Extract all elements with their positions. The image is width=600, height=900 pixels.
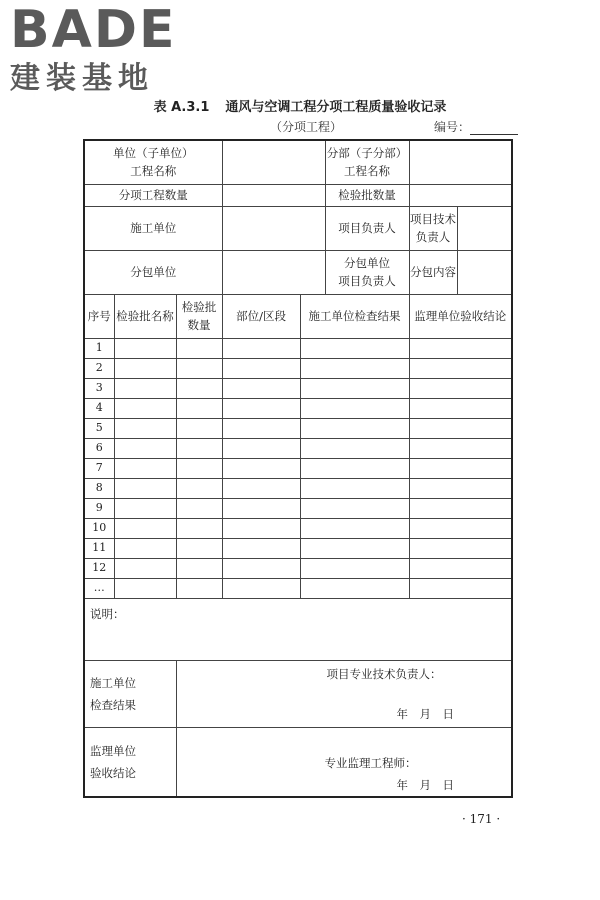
location-cell[interactable] <box>222 518 300 538</box>
row-number: … <box>84 578 114 598</box>
construction-result-cell[interactable] <box>300 418 409 438</box>
location-cell[interactable] <box>222 438 300 458</box>
table-row <box>84 418 512 438</box>
supervision-conclusion-cell[interactable] <box>409 518 512 538</box>
header-row-unit <box>84 140 512 184</box>
batch-size-cell[interactable] <box>176 558 222 578</box>
construction-result-cell[interactable] <box>300 518 409 538</box>
location-cell[interactable] <box>222 498 300 518</box>
supervision-conclusion-cell[interactable] <box>409 558 512 578</box>
sub-content-label: 分包内容 <box>409 250 457 294</box>
construction-unit-field[interactable] <box>222 206 325 250</box>
construction-date-label: 年 月 日 <box>396 706 454 721</box>
unit-name-field[interactable] <box>222 140 325 184</box>
division-field[interactable] <box>409 140 512 184</box>
table-row <box>84 338 512 358</box>
batch-size-cell[interactable] <box>176 458 222 478</box>
table-row <box>84 498 512 518</box>
construction-signer-label: 项目专业技术负责人： <box>326 666 442 681</box>
construction-result-cell[interactable] <box>300 538 409 558</box>
brand-logo <box>10 0 190 96</box>
row-number: 4 <box>84 398 114 418</box>
batch-size-cell[interactable] <box>176 538 222 558</box>
batch-size-cell[interactable] <box>176 338 222 358</box>
page-title <box>0 96 600 115</box>
row-number: 11 <box>84 538 114 558</box>
inspection-form <box>83 139 513 798</box>
location-cell[interactable] <box>222 378 300 398</box>
notes-field[interactable] <box>84 598 512 660</box>
sub-manager-label: 分包单位 项目负责人 <box>325 250 409 294</box>
table-row <box>84 518 512 538</box>
supervision-check-field[interactable] <box>176 727 512 797</box>
serial-number <box>434 118 518 135</box>
location-cell[interactable] <box>222 458 300 478</box>
location-cell[interactable] <box>222 418 300 438</box>
batch-name-cell[interactable] <box>114 458 176 478</box>
batch-name-cell[interactable] <box>114 438 176 458</box>
serial-blank <box>470 122 518 135</box>
col-batch-size: 检验批 数量 <box>176 294 222 338</box>
header-row-construction <box>84 206 512 250</box>
location-cell[interactable] <box>222 338 300 358</box>
row-number: 2 <box>84 358 114 378</box>
location-cell[interactable] <box>222 398 300 418</box>
subcontractor-field[interactable] <box>222 250 325 294</box>
logo-brand: BADE <box>10 0 177 60</box>
supervision-conclusion-cell[interactable] <box>409 378 512 398</box>
construction-result-cell[interactable] <box>300 578 409 598</box>
subcontractor-label: 分包单位 <box>84 250 222 294</box>
sub-content-field[interactable] <box>457 250 512 294</box>
supervision-signer-label: 专业监理工程师： <box>324 755 417 770</box>
batch-name-cell[interactable] <box>114 538 176 558</box>
batch-name-cell[interactable] <box>114 578 176 598</box>
table-row <box>84 458 512 478</box>
supervision-conclusion-cell[interactable] <box>409 498 512 518</box>
logo-subtitle: 建装基地 <box>10 61 154 96</box>
construction-result-cell[interactable] <box>300 478 409 498</box>
notes-row <box>84 598 512 660</box>
column-header-row <box>84 294 512 338</box>
col-batch-name: 检验批名称 <box>114 294 176 338</box>
document-subtitle: （分项工程） <box>270 120 343 134</box>
row-number: 10 <box>84 518 114 538</box>
header-row-subcontract <box>84 250 512 294</box>
location-cell[interactable] <box>222 538 300 558</box>
construction-unit-label: 施工单位 <box>84 206 222 250</box>
supervision-conclusion-cell[interactable] <box>409 338 512 358</box>
batch-size-cell[interactable] <box>176 418 222 438</box>
division-label: 分部（子分部） 工程名称 <box>325 140 409 184</box>
batch-size-cell[interactable] <box>176 478 222 498</box>
col-supervision-conclusion: 监理单位验收结论 <box>409 294 512 338</box>
batch-size-cell[interactable] <box>176 358 222 378</box>
batch-size-cell[interactable] <box>176 518 222 538</box>
batch-name-cell[interactable] <box>114 558 176 578</box>
location-cell[interactable] <box>222 358 300 378</box>
table-row <box>84 538 512 558</box>
batch-name-cell[interactable] <box>114 418 176 438</box>
table-row <box>84 378 512 398</box>
batch-name-cell[interactable] <box>114 498 176 518</box>
batch-size-cell[interactable] <box>176 498 222 518</box>
notes-label: 说明： <box>90 606 125 621</box>
construction-check-field[interactable] <box>176 660 512 727</box>
supervision-check-label: 监理单位 验收结论 <box>84 727 176 797</box>
construction-result-cell[interactable] <box>300 438 409 458</box>
batch-name-cell[interactable] <box>114 518 176 538</box>
supervision-conclusion-cell[interactable] <box>409 458 512 478</box>
supervision-conclusion-cell[interactable] <box>409 578 512 598</box>
row-number: 12 <box>84 558 114 578</box>
construction-result-cell[interactable] <box>300 398 409 418</box>
row-number: 7 <box>84 458 114 478</box>
batch-size-cell[interactable] <box>176 378 222 398</box>
construction-result-cell[interactable] <box>300 378 409 398</box>
supervision-conclusion-cell[interactable] <box>409 538 512 558</box>
construction-check-label: 施工单位 检查结果 <box>84 660 176 727</box>
construction-result-cell[interactable] <box>300 358 409 378</box>
row-number: 1 <box>84 338 114 358</box>
row-number: 8 <box>84 478 114 498</box>
row-number: 5 <box>84 418 114 438</box>
table-row <box>84 438 512 458</box>
construction-result-cell[interactable] <box>300 558 409 578</box>
supervision-conclusion-cell[interactable] <box>409 358 512 378</box>
col-construction-result: 施工单位检查结果 <box>300 294 409 338</box>
supervision-date-label: 年 月 日 <box>396 777 454 792</box>
batch-size-cell[interactable] <box>176 438 222 458</box>
project-manager-label: 项目负责人 <box>325 206 409 250</box>
construction-result-cell[interactable] <box>300 498 409 518</box>
location-cell[interactable] <box>222 478 300 498</box>
batch-count-label: 检验批数量 <box>325 184 409 206</box>
col-location: 部位/区段 <box>222 294 300 338</box>
construction-check-row <box>84 660 512 727</box>
construction-result-cell[interactable] <box>300 458 409 478</box>
page-number: · 171 · <box>462 812 501 826</box>
batch-size-cell[interactable] <box>176 398 222 418</box>
tech-lead-field[interactable] <box>457 206 512 250</box>
batch-name-cell[interactable] <box>114 358 176 378</box>
batch-size-cell[interactable] <box>176 578 222 598</box>
table-row <box>84 558 512 578</box>
item-count-label: 分项工程数量 <box>84 184 222 206</box>
table-number: 表 A.3.1 <box>153 100 210 115</box>
table-row <box>84 578 512 598</box>
table-row <box>84 478 512 498</box>
supervision-check-row <box>84 727 512 797</box>
tech-lead-label: 项目技术 负责人 <box>409 206 457 250</box>
supervision-conclusion-cell[interactable] <box>409 398 512 418</box>
title-text: 通风与空调工程分项工程质量验收记录 <box>225 100 447 115</box>
header-row-count <box>84 184 512 206</box>
batch-count-field[interactable] <box>409 184 512 206</box>
col-seq: 序号 <box>84 294 114 338</box>
table-row <box>84 358 512 378</box>
item-count-field[interactable] <box>222 184 325 206</box>
row-number: 6 <box>84 438 114 458</box>
batch-name-cell[interactable] <box>114 478 176 498</box>
table-row <box>84 398 512 418</box>
batch-name-cell[interactable] <box>114 398 176 418</box>
location-cell[interactable] <box>222 578 300 598</box>
supervision-conclusion-cell[interactable] <box>409 438 512 458</box>
row-number: 3 <box>84 378 114 398</box>
construction-result-cell[interactable] <box>300 338 409 358</box>
batch-name-cell[interactable] <box>114 378 176 398</box>
location-cell[interactable] <box>222 558 300 578</box>
unit-name-label: 单位（子单位） 工程名称 <box>84 140 222 184</box>
supervision-conclusion-cell[interactable] <box>409 478 512 498</box>
serial-label: 编号： <box>434 120 471 134</box>
batch-name-cell[interactable] <box>114 338 176 358</box>
supervision-conclusion-cell[interactable] <box>409 418 512 438</box>
row-number: 9 <box>84 498 114 518</box>
